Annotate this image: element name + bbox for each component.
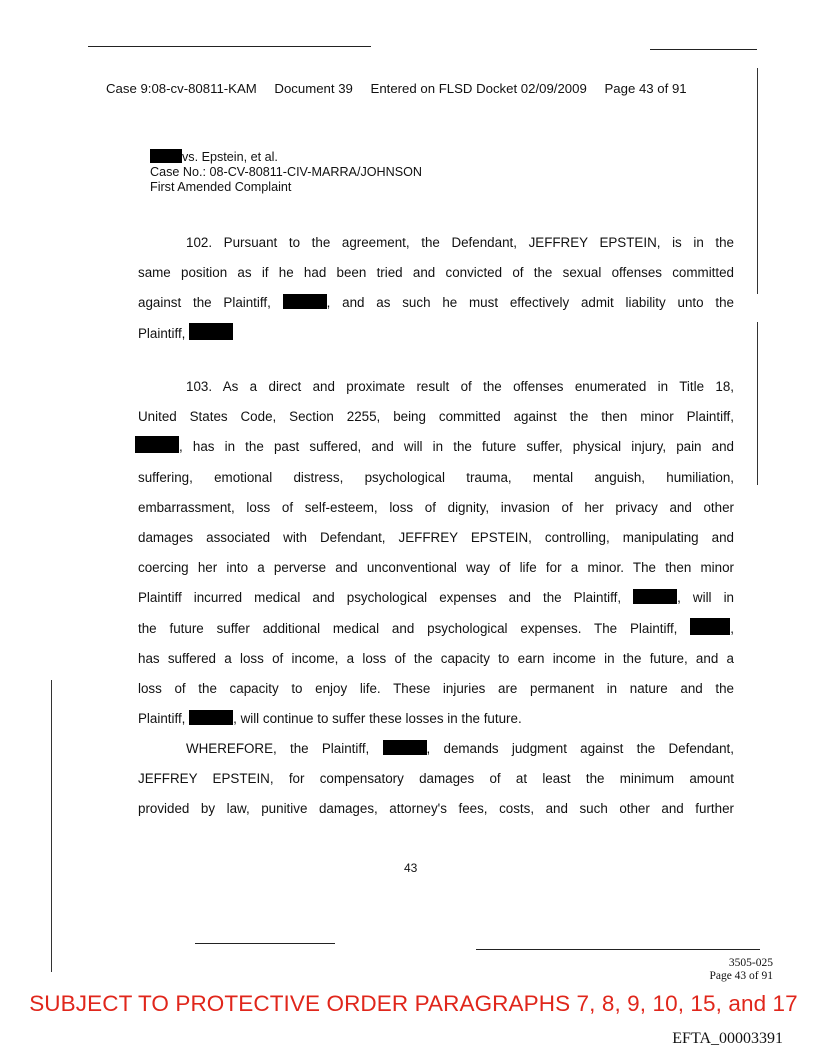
bates-number: 3505-025	[728, 957, 773, 969]
efta-identifier: EFTA_00003391	[672, 1030, 783, 1047]
redaction-box	[633, 589, 677, 604]
redaction-box	[135, 436, 179, 453]
margin-bar-right-mid	[757, 322, 758, 485]
redaction-box	[189, 710, 233, 725]
bates-stamp	[709, 957, 773, 983]
redaction-box	[150, 149, 182, 163]
caption-parties: vs. Epstein, et al.	[182, 150, 278, 164]
p103-line-8: Plaintiff incurred medical and psychological expenses and the Plaintiff, , will in	[138, 590, 734, 606]
redaction-box	[283, 294, 327, 309]
margin-bar-left	[51, 680, 52, 972]
p102-line-2: same position as if he had been tried and convicted of the sexual offenses committed	[138, 265, 734, 281]
caption-title: First Amended Complaint	[150, 180, 292, 194]
p103-line-4: suffering, emotional distress, psychological trauma, mental anguish, humiliation,	[138, 469, 734, 485]
entered-date: Entered on FLSD Docket 02/09/2009	[370, 81, 587, 96]
paragraph-102	[138, 228, 734, 349]
footer-rule-left	[195, 943, 335, 944]
redaction-box	[383, 740, 427, 755]
p103-line-5: embarrassment, loss of self-esteem, loss of dignity, invasion of her privacy and other	[138, 499, 734, 515]
header-page: Page 43 of 91	[604, 81, 687, 96]
caption-line-1	[150, 149, 422, 165]
caption-case-no: Case No.: 08-CV-80811-CIV-MARRA/JOHNSON	[150, 165, 423, 179]
wherefore-line-1: WHEREFORE, the Plaintiff, , demands judgment against the Defendant,	[186, 741, 734, 756]
footer-rule-right	[476, 949, 760, 950]
document-number: Document 39	[274, 81, 353, 96]
case-caption	[150, 149, 422, 195]
top-rule-left	[88, 46, 371, 47]
bates-page: Page 43 of 91	[709, 970, 773, 982]
p102-line-4: Plaintiff,	[138, 319, 734, 349]
p103-line-2: United States Code, Section 2255, being committed against the then minor Plaintiff,	[138, 409, 734, 425]
wherefore-clause	[138, 734, 734, 825]
p102-line-3: against the Plaintiff, , and as such he must effectively admit liability unto the	[138, 295, 734, 311]
p103-line-9: the future suffer additional medical and psychological expenses. The Plaintiff, ,	[138, 614, 734, 644]
redaction-box	[690, 618, 730, 635]
p103-line-6: damages associated with Defendant, JEFFREY EPSTEIN, controlling, manipulating and	[138, 529, 734, 545]
p103-line-1: 103. As a direct and proximate result of the offenses enumerated in Title 18,	[186, 379, 734, 394]
p103-line-10: has suffered a loss of income, a loss of the capacity to earn income in the future, and a	[138, 650, 734, 666]
page-number: 43	[404, 861, 418, 875]
p103-line-11: loss of the capacity to enjoy life. These injuries are permanent in nature and the	[138, 680, 734, 696]
wherefore-line-2: JEFFREY EPSTEIN, for compensatory damages of at least the minimum amount	[138, 771, 734, 787]
protective-order-notice: SUBJECT TO PROTECTIVE ORDER PARAGRAPHS 7, 8, 9, 10, 15, and 17	[29, 991, 798, 1016]
redaction-box	[189, 323, 233, 340]
case-number: Case 9:08-cv-80811-KAM	[106, 81, 257, 96]
top-rule-right	[650, 49, 757, 50]
p103-line-12: Plaintiff, , will continue to suffer these losses in the future.	[138, 711, 522, 727]
paragraph-103	[138, 372, 734, 734]
docket-header	[106, 81, 687, 96]
p103-line-7: coercing her into a perverse and unconventional way of life for a minor. The then minor	[138, 560, 734, 576]
margin-bar-right-top	[757, 68, 758, 294]
wherefore-line-3: provided by law, punitive damages, attorney's fees, costs, and such other and further	[138, 801, 734, 817]
p103-line-3: , has in the past suffered, and will in the future suffer, physical injury, pain and	[135, 432, 734, 462]
p102-line-1: 102. Pursuant to the agreement, the Defendant, JEFFREY EPSTEIN, is in the	[186, 235, 734, 250]
